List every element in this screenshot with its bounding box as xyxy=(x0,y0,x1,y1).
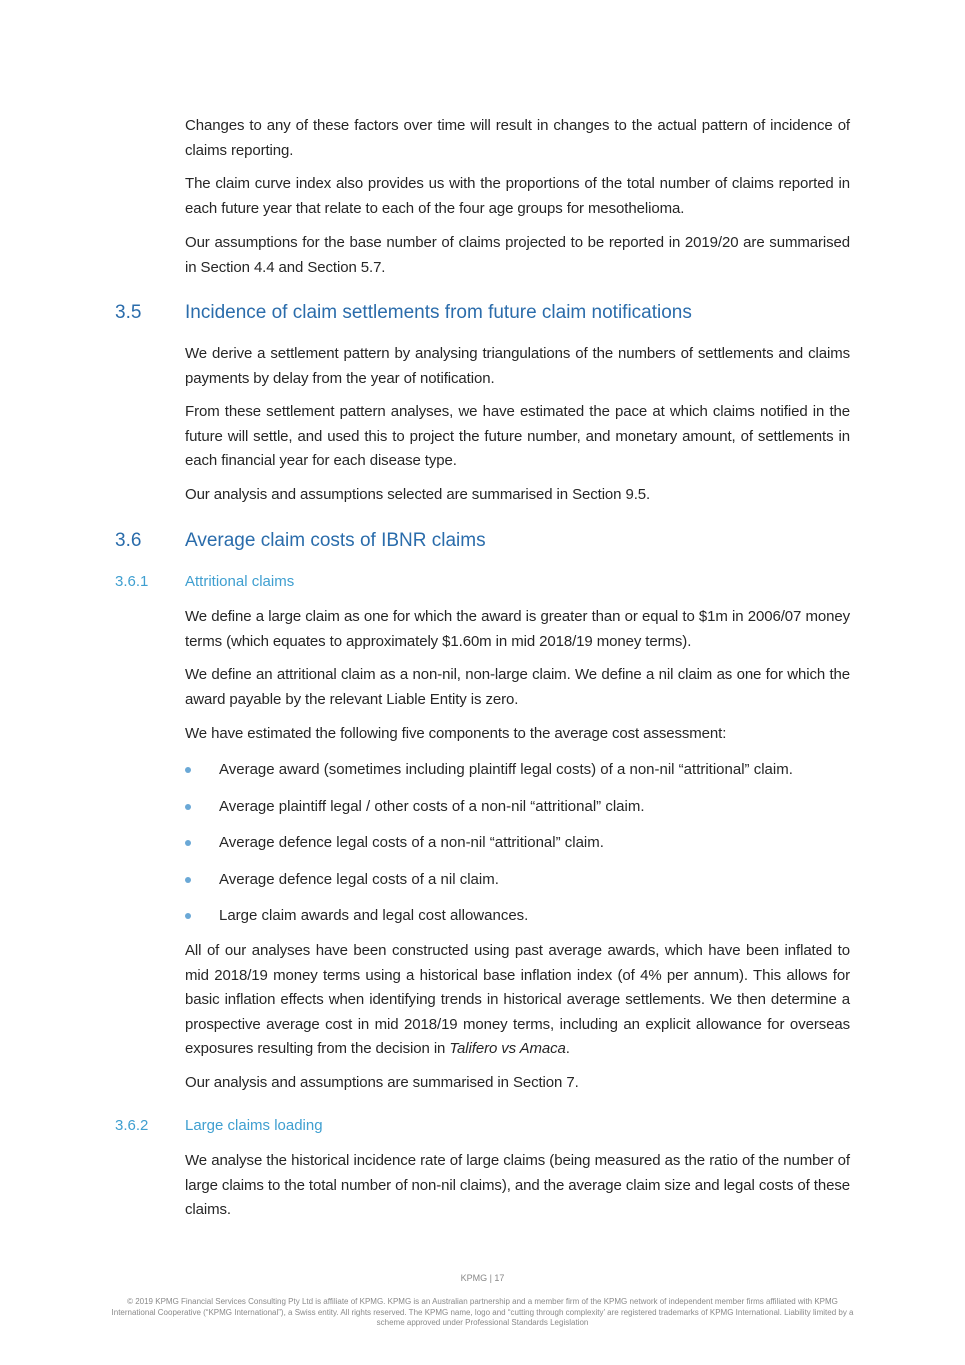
paragraph-block xyxy=(185,722,850,747)
subsection-number: 3.6.1 xyxy=(115,573,149,590)
bullet-dot-icon xyxy=(185,877,191,883)
paragraph-block xyxy=(185,231,850,280)
paragraph: We derive a settlement pattern by analysing triangulations of the numbers of settlements and claims payments by delay from the year of notification. xyxy=(185,345,850,387)
paragraph: Changes to any of these factors over time will result in changes to the actual pattern of incidence of claims reporting. xyxy=(185,117,850,159)
section-number: 3.5 xyxy=(115,302,142,323)
subsection-title: Attritional claims xyxy=(185,573,295,590)
paragraph: We define a large claim as one for which the award is greater than or equal to $1m in 2006/07 money terms (which equates to approximately $1.60m in mid 2018/19 money terms). xyxy=(185,608,850,650)
paragraph-end: . xyxy=(565,1040,570,1057)
paragraph: Our analysis and assumptions selected are summarised in Section 9.5. xyxy=(185,486,651,503)
bullet-text: Average award (sometimes including plaintiff legal costs) of a non-nil “attritional” claim. xyxy=(219,761,793,778)
paragraph: Our assumptions for the base number of claims projected to be reported in 2019/20 are summarised in Section 4.4 and Section 5.7. xyxy=(185,234,850,276)
paragraph: Our analysis and assumptions are summarised in Section 7. xyxy=(185,1074,579,1091)
case-name: Talifero vs Amaca xyxy=(449,1040,566,1057)
paragraph-block xyxy=(185,483,850,508)
bullet-dot-icon xyxy=(185,804,191,810)
paragraph: The claim curve index also provides us with the proportions of the total number of claims reported in each future year that relate to each of the four age groups for mesothelioma. xyxy=(185,175,850,217)
bullet-text: Average defence legal costs of a non-nil “attritional” claim. xyxy=(219,834,604,851)
paragraph-block xyxy=(185,1071,850,1096)
bullet-text: Large claim awards and legal cost allowances. xyxy=(219,907,529,924)
intro-paragraph-block xyxy=(185,114,850,163)
bullet-dot-icon xyxy=(185,840,191,846)
subsection-number: 3.6.2 xyxy=(115,1117,149,1134)
legal-notice: © 2019 KPMG Financial Services Consulting Pty Ltd is affiliate of KPMG. KPMG is an Australian partnership and a member firm of the KPMG network of independent member firms affiliated with KPMG International Cooperative (“KPMG International”), a Swiss entity. All rights reserved. The KPMG name, logo and “cutting through complexity’ are registered trademarks of KPMG International. Liability limited by a scheme approved under Professional Standards Legislation xyxy=(111,1297,854,1327)
analysis-paragraph xyxy=(185,939,850,1062)
bullet-text: Average defence legal costs of a nil claim. xyxy=(219,871,499,888)
bullet-text: Average plaintiff legal / other costs of a non-nil “attritional” claim. xyxy=(219,798,645,815)
paragraph-block xyxy=(185,1149,850,1223)
paragraph-block xyxy=(185,605,850,654)
paragraph-block xyxy=(185,400,850,474)
bullet-dot-icon xyxy=(185,767,191,773)
paragraph-block xyxy=(185,172,850,221)
paragraph-block xyxy=(185,939,850,1062)
paragraph: We define an attritional claim as a non-nil, non-large claim. We define a nil claim as one for which the award payable by the relevant Liable Entity is zero. xyxy=(185,666,850,708)
paragraph-block xyxy=(185,663,850,712)
paragraph-block xyxy=(185,342,850,391)
paragraph-text: All of our analyses have been constructed using past average awards, which have been inflated to mid 2018/19 money terms using a historical base inflation index (of 4% per annum). This allows for basic inflation effects when identifying trends in historical average settlements. We then determine a prospective average cost in mid 2018/19 money terms, including an explicit allowance for overseas exposures resulting from the decision in xyxy=(185,942,850,1057)
section-number: 3.6 xyxy=(115,530,142,551)
section-title: Average claim costs of IBNR claims xyxy=(185,530,486,551)
bullet-dot-icon xyxy=(185,913,191,919)
paragraph: We analyse the historical incidence rate of large claims (being measured as the ratio of the number of large claims to the total number of non-nil claims), and the average claim size and legal costs of these claims. xyxy=(185,1152,850,1218)
subsection-title: Large claims loading xyxy=(185,1117,323,1134)
section-title: Incidence of claim settlements from future claim notifications xyxy=(185,302,692,323)
paragraph: We have estimated the following five components to the average cost assessment: xyxy=(185,725,727,742)
paragraph: From these settlement pattern analyses, we have estimated the pace at which claims notified in the future will settle, and used this to project the future number, and monetary amount, of settlements in each financial year for each disease type. xyxy=(185,403,850,469)
page-number: KPMG | 17 xyxy=(460,1273,505,1283)
